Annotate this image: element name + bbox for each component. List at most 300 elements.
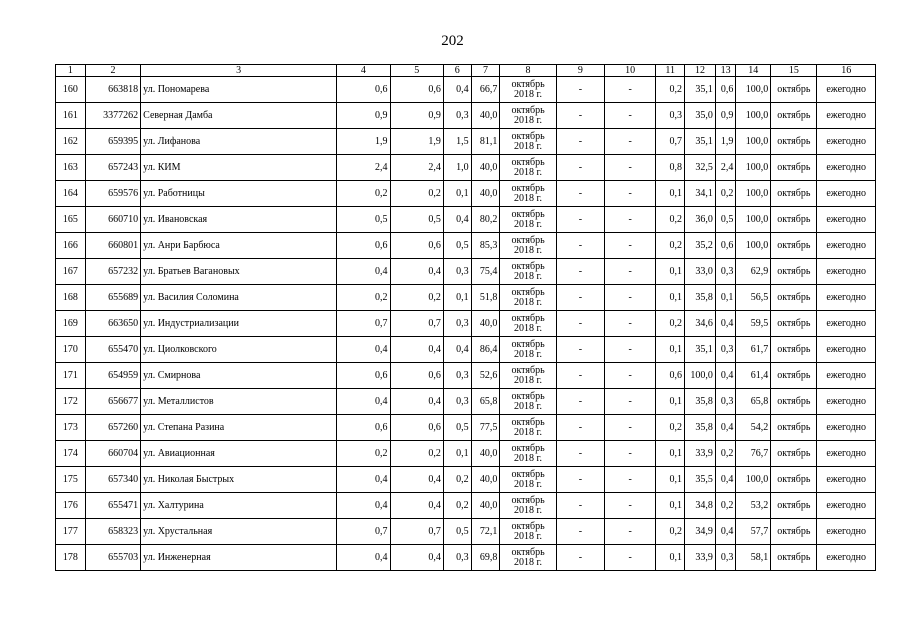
- table-row: [56, 207, 876, 233]
- cell-col4: 0,7: [337, 311, 390, 337]
- cell-street: ул. Лифанова: [141, 129, 337, 155]
- cell-col7: 51,8: [471, 285, 500, 311]
- cell-col14: 54,2: [736, 415, 771, 441]
- cell-col10: -: [605, 77, 656, 103]
- cell-col12: 33,9: [685, 545, 716, 571]
- cell-col11: 0,2: [656, 207, 685, 233]
- table-row: [56, 77, 876, 103]
- cell-col4: 0,4: [337, 337, 390, 363]
- cell-col9: -: [556, 337, 604, 363]
- cell-col5: 1,9: [390, 129, 443, 155]
- cell-date: [500, 441, 556, 467]
- cell-street: ул. Работницы: [141, 181, 337, 207]
- cell-date-year: 2018 г.: [514, 322, 543, 334]
- cell-date-month: октябрь: [511, 208, 545, 220]
- cell-date-year: 2018 г.: [514, 452, 543, 464]
- cell-col16: ежегодно: [817, 155, 876, 181]
- cell-col15: октябрь: [771, 493, 817, 519]
- cell-col14: 76,7: [736, 441, 771, 467]
- cell-col11: 0,1: [656, 389, 685, 415]
- cell-col7: 81,1: [471, 129, 500, 155]
- cell-col5: 0,6: [390, 233, 443, 259]
- cell-col4: 0,4: [337, 259, 390, 285]
- cell-col6: 0,5: [443, 233, 471, 259]
- cell-col4: 0,6: [337, 77, 390, 103]
- cell-col16: ежегодно: [817, 337, 876, 363]
- cell-col15: октябрь: [771, 129, 817, 155]
- cell-col12: 35,8: [685, 389, 716, 415]
- cell-col9: -: [556, 207, 604, 233]
- cell-col5: 0,4: [390, 337, 443, 363]
- cell-col9: -: [556, 441, 604, 467]
- cell-col13: 0,4: [715, 415, 736, 441]
- cell-date-month: октябрь: [511, 520, 545, 532]
- cell-date: [500, 103, 556, 129]
- cell-code: 659576: [85, 181, 140, 207]
- cell-street: ул. Степана Разина: [141, 415, 337, 441]
- cell-col16: ежегодно: [817, 285, 876, 311]
- cell-col4: 0,4: [337, 545, 390, 571]
- cell-col7: 40,0: [471, 103, 500, 129]
- cell-col13: 0,3: [715, 545, 736, 571]
- data-table: [55, 64, 876, 571]
- cell-col9: -: [556, 129, 604, 155]
- cell-col15: октябрь: [771, 155, 817, 181]
- cell-street: ул. Николая Быстрых: [141, 467, 337, 493]
- cell-col7: 80,2: [471, 207, 500, 233]
- cell-col15: октябрь: [771, 363, 817, 389]
- cell-col5: 2,4: [390, 155, 443, 181]
- header-row: [56, 65, 876, 77]
- cell-col13: 0,4: [715, 467, 736, 493]
- cell-col13: 0,6: [715, 77, 736, 103]
- cell-date-year: 2018 г.: [514, 374, 543, 386]
- cell-code: 658323: [85, 519, 140, 545]
- cell-date-year: 2018 г.: [514, 556, 543, 568]
- cell-col6: 0,3: [443, 259, 471, 285]
- cell-code: 660704: [85, 441, 140, 467]
- cell-date-month: октябрь: [511, 416, 545, 428]
- cell-date-year: 2018 г.: [514, 296, 543, 308]
- cell-col9: -: [556, 467, 604, 493]
- cell-street: ул. Халтурина: [141, 493, 337, 519]
- cell-col15: октябрь: [771, 545, 817, 571]
- cell-col15: октябрь: [771, 103, 817, 129]
- cell-date-month: октябрь: [511, 286, 545, 298]
- cell-date-month: октябрь: [511, 182, 545, 194]
- cell-date: [500, 545, 556, 571]
- cell-col15: октябрь: [771, 337, 817, 363]
- cell-col6: 0,5: [443, 519, 471, 545]
- cell-col14: 61,4: [736, 363, 771, 389]
- cell-col4: 0,9: [337, 103, 390, 129]
- cell-col7: 66,7: [471, 77, 500, 103]
- cell-col11: 0,1: [656, 285, 685, 311]
- cell-col14: 57,7: [736, 519, 771, 545]
- table-row: [56, 389, 876, 415]
- cell-col14: 100,0: [736, 129, 771, 155]
- table-row: [56, 103, 876, 129]
- cell-col10: -: [605, 155, 656, 181]
- cell-date-year: 2018 г.: [514, 400, 543, 412]
- cell-street: ул. Циолковского: [141, 337, 337, 363]
- cell-col14: 100,0: [736, 103, 771, 129]
- cell-code: 657340: [85, 467, 140, 493]
- cell-col16: ежегодно: [817, 181, 876, 207]
- cell-date-month: октябрь: [511, 546, 545, 558]
- column-header-10: 10: [605, 65, 656, 77]
- cell-col5: 0,4: [390, 467, 443, 493]
- cell-date-month: октябрь: [511, 442, 545, 454]
- cell-col14: 100,0: [736, 181, 771, 207]
- cell-number: 166: [56, 233, 86, 259]
- cell-street: ул. Пономарева: [141, 77, 337, 103]
- cell-col10: -: [605, 389, 656, 415]
- cell-col11: 0,1: [656, 493, 685, 519]
- cell-date: [500, 233, 556, 259]
- cell-col10: -: [605, 181, 656, 207]
- cell-col14: 100,0: [736, 77, 771, 103]
- cell-date-year: 2018 г.: [514, 140, 543, 152]
- cell-date-year: 2018 г.: [514, 478, 543, 490]
- cell-col5: 0,4: [390, 545, 443, 571]
- cell-code: 663650: [85, 311, 140, 337]
- cell-col10: -: [605, 545, 656, 571]
- cell-col6: 0,3: [443, 103, 471, 129]
- cell-code: 657232: [85, 259, 140, 285]
- cell-code: 657260: [85, 415, 140, 441]
- cell-date-month: октябрь: [511, 156, 545, 168]
- cell-col4: 1,9: [337, 129, 390, 155]
- cell-col13: 0,3: [715, 389, 736, 415]
- cell-number: 163: [56, 155, 86, 181]
- table-row: [56, 493, 876, 519]
- cell-col7: 75,4: [471, 259, 500, 285]
- cell-col16: ежегодно: [817, 207, 876, 233]
- cell-col6: 0,5: [443, 415, 471, 441]
- table-row: [56, 233, 876, 259]
- cell-col10: -: [605, 415, 656, 441]
- column-header-16: 16: [817, 65, 876, 77]
- table-row: [56, 129, 876, 155]
- cell-col15: октябрь: [771, 259, 817, 285]
- cell-col11: 0,1: [656, 545, 685, 571]
- cell-street: Северная Дамба: [141, 103, 337, 129]
- cell-date-year: 2018 г.: [514, 504, 543, 516]
- cell-col5: 0,2: [390, 441, 443, 467]
- cell-col15: октябрь: [771, 285, 817, 311]
- cell-col11: 0,8: [656, 155, 685, 181]
- cell-col9: -: [556, 285, 604, 311]
- column-header-12: 12: [685, 65, 716, 77]
- cell-date-month: октябрь: [511, 338, 545, 350]
- cell-col12: 35,1: [685, 129, 716, 155]
- cell-col11: 0,2: [656, 415, 685, 441]
- cell-col13: 0,5: [715, 207, 736, 233]
- cell-number: 176: [56, 493, 86, 519]
- cell-code: 655703: [85, 545, 140, 571]
- cell-street: ул. КИМ: [141, 155, 337, 181]
- cell-number: 178: [56, 545, 86, 571]
- cell-col12: 32,5: [685, 155, 716, 181]
- cell-col7: 40,0: [471, 467, 500, 493]
- cell-date-year: 2018 г.: [514, 218, 543, 230]
- cell-col11: 0,2: [656, 519, 685, 545]
- cell-date: [500, 493, 556, 519]
- cell-col15: октябрь: [771, 311, 817, 337]
- cell-col4: 0,5: [337, 207, 390, 233]
- column-header-11: 11: [656, 65, 685, 77]
- cell-col4: 0,4: [337, 493, 390, 519]
- cell-col10: -: [605, 207, 656, 233]
- cell-col10: -: [605, 129, 656, 155]
- cell-col14: 56,5: [736, 285, 771, 311]
- cell-number: 175: [56, 467, 86, 493]
- table-row: [56, 415, 876, 441]
- cell-street: ул. Ивановская: [141, 207, 337, 233]
- cell-col7: 77,5: [471, 415, 500, 441]
- cell-col9: -: [556, 233, 604, 259]
- cell-date-month: октябрь: [511, 130, 545, 142]
- cell-col13: 0,4: [715, 519, 736, 545]
- table-row: [56, 181, 876, 207]
- cell-col13: 0,6: [715, 233, 736, 259]
- cell-col7: 65,8: [471, 389, 500, 415]
- table-row: [56, 519, 876, 545]
- column-header-1: 1: [56, 65, 86, 77]
- cell-col10: -: [605, 441, 656, 467]
- cell-col13: 0,9: [715, 103, 736, 129]
- cell-col5: 0,6: [390, 415, 443, 441]
- cell-col16: ежегодно: [817, 233, 876, 259]
- column-header-2: 2: [85, 65, 140, 77]
- cell-col12: 33,0: [685, 259, 716, 285]
- cell-number: 167: [56, 259, 86, 285]
- cell-street: ул. Смирнова: [141, 363, 337, 389]
- cell-col16: ежегодно: [817, 467, 876, 493]
- column-header-9: 9: [556, 65, 604, 77]
- cell-col12: 35,5: [685, 467, 716, 493]
- cell-date: [500, 181, 556, 207]
- cell-col15: октябрь: [771, 415, 817, 441]
- column-header-7: 7: [471, 65, 500, 77]
- cell-col14: 58,1: [736, 545, 771, 571]
- cell-code: 660801: [85, 233, 140, 259]
- cell-street: ул. Авиационная: [141, 441, 337, 467]
- cell-col15: октябрь: [771, 77, 817, 103]
- cell-date: [500, 129, 556, 155]
- cell-date-year: 2018 г.: [514, 530, 543, 542]
- cell-col11: 0,2: [656, 77, 685, 103]
- cell-number: 174: [56, 441, 86, 467]
- cell-col12: 100,0: [685, 363, 716, 389]
- cell-col7: 40,0: [471, 181, 500, 207]
- cell-col15: октябрь: [771, 389, 817, 415]
- cell-number: 177: [56, 519, 86, 545]
- cell-date: [500, 311, 556, 337]
- cell-col4: 0,4: [337, 389, 390, 415]
- cell-col16: ежегодно: [817, 103, 876, 129]
- cell-date-year: 2018 г.: [514, 114, 543, 126]
- cell-col11: 0,7: [656, 129, 685, 155]
- cell-date-year: 2018 г.: [514, 192, 543, 204]
- cell-col6: 0,4: [443, 77, 471, 103]
- cell-col4: 0,6: [337, 233, 390, 259]
- cell-col16: ежегодно: [817, 389, 876, 415]
- cell-date-year: 2018 г.: [514, 426, 543, 438]
- cell-number: 162: [56, 129, 86, 155]
- cell-col5: 0,6: [390, 77, 443, 103]
- cell-col4: 0,2: [337, 285, 390, 311]
- cell-col13: 0,3: [715, 259, 736, 285]
- cell-code: 660710: [85, 207, 140, 233]
- cell-col9: -: [556, 389, 604, 415]
- cell-col12: 35,2: [685, 233, 716, 259]
- cell-col13: 0,2: [715, 181, 736, 207]
- cell-date: [500, 285, 556, 311]
- cell-col9: -: [556, 363, 604, 389]
- cell-date-year: 2018 г.: [514, 270, 543, 282]
- cell-date-month: октябрь: [511, 260, 545, 272]
- table-row: [56, 155, 876, 181]
- cell-col4: 2,4: [337, 155, 390, 181]
- cell-number: 171: [56, 363, 86, 389]
- cell-col12: 34,6: [685, 311, 716, 337]
- cell-col15: октябрь: [771, 467, 817, 493]
- cell-col4: 0,2: [337, 181, 390, 207]
- cell-col11: 0,1: [656, 181, 685, 207]
- cell-col16: ежегодно: [817, 415, 876, 441]
- cell-number: 160: [56, 77, 86, 103]
- cell-col13: 1,9: [715, 129, 736, 155]
- cell-col6: 1,0: [443, 155, 471, 181]
- cell-date: [500, 155, 556, 181]
- column-header-4: 4: [337, 65, 390, 77]
- cell-col15: октябрь: [771, 207, 817, 233]
- cell-date: [500, 519, 556, 545]
- cell-col7: 40,0: [471, 155, 500, 181]
- column-header-8: 8: [500, 65, 556, 77]
- cell-col14: 59,5: [736, 311, 771, 337]
- cell-col6: 0,2: [443, 467, 471, 493]
- cell-col14: 100,0: [736, 467, 771, 493]
- cell-col7: 86,4: [471, 337, 500, 363]
- page-number: 202: [441, 33, 464, 49]
- cell-col10: -: [605, 285, 656, 311]
- table-row: [56, 467, 876, 493]
- cell-col15: октябрь: [771, 181, 817, 207]
- cell-col6: 0,4: [443, 337, 471, 363]
- cell-col11: 0,1: [656, 337, 685, 363]
- cell-col16: ежегодно: [817, 545, 876, 571]
- cell-col10: -: [605, 337, 656, 363]
- cell-col9: -: [556, 415, 604, 441]
- cell-col14: 65,8: [736, 389, 771, 415]
- cell-col4: 0,6: [337, 415, 390, 441]
- cell-date-month: октябрь: [511, 234, 545, 246]
- cell-col9: -: [556, 103, 604, 129]
- cell-number: 165: [56, 207, 86, 233]
- cell-col6: 0,1: [443, 441, 471, 467]
- cell-col11: 0,1: [656, 441, 685, 467]
- cell-col14: 100,0: [736, 233, 771, 259]
- cell-col4: 0,2: [337, 441, 390, 467]
- cell-col16: ежегодно: [817, 519, 876, 545]
- cell-col12: 36,0: [685, 207, 716, 233]
- cell-col12: 35,8: [685, 415, 716, 441]
- cell-street: ул. Хрустальная: [141, 519, 337, 545]
- cell-number: 168: [56, 285, 86, 311]
- column-header-5: 5: [390, 65, 443, 77]
- cell-col4: 0,6: [337, 363, 390, 389]
- cell-col13: 0,2: [715, 441, 736, 467]
- column-header-13: 13: [715, 65, 736, 77]
- cell-col9: -: [556, 181, 604, 207]
- cell-street: ул. Индустриализации: [141, 311, 337, 337]
- cell-col6: 1,5: [443, 129, 471, 155]
- cell-street: ул. Василия Соломина: [141, 285, 337, 311]
- cell-col5: 0,4: [390, 389, 443, 415]
- cell-date-month: октябрь: [511, 468, 545, 480]
- cell-date-year: 2018 г.: [514, 348, 543, 360]
- cell-col15: октябрь: [771, 441, 817, 467]
- cell-col9: -: [556, 311, 604, 337]
- cell-code: 659395: [85, 129, 140, 155]
- cell-code: 663818: [85, 77, 140, 103]
- cell-col14: 100,0: [736, 207, 771, 233]
- cell-code: 654959: [85, 363, 140, 389]
- column-header-3: 3: [141, 65, 337, 77]
- cell-col12: 34,9: [685, 519, 716, 545]
- column-header-6: 6: [443, 65, 471, 77]
- cell-col9: -: [556, 77, 604, 103]
- cell-col16: ежегодно: [817, 441, 876, 467]
- cell-date-month: октябрь: [511, 364, 545, 376]
- table-row: [56, 441, 876, 467]
- cell-col11: 0,2: [656, 233, 685, 259]
- cell-col15: октябрь: [771, 519, 817, 545]
- cell-col14: 100,0: [736, 155, 771, 181]
- cell-col5: 0,9: [390, 103, 443, 129]
- cell-col6: 0,1: [443, 285, 471, 311]
- cell-col10: -: [605, 103, 656, 129]
- cell-number: 164: [56, 181, 86, 207]
- table-row: [56, 285, 876, 311]
- cell-street: ул. Анри Барбюса: [141, 233, 337, 259]
- cell-col5: 0,7: [390, 311, 443, 337]
- cell-col16: ежегодно: [817, 311, 876, 337]
- cell-date-month: октябрь: [511, 390, 545, 402]
- cell-date: [500, 389, 556, 415]
- cell-date-year: 2018 г.: [514, 166, 543, 178]
- cell-date-month: октябрь: [511, 312, 545, 324]
- cell-code: 657243: [85, 155, 140, 181]
- cell-col16: ежегодно: [817, 129, 876, 155]
- cell-col16: ежегодно: [817, 363, 876, 389]
- cell-col6: 0,3: [443, 389, 471, 415]
- cell-col11: 0,1: [656, 467, 685, 493]
- cell-date: [500, 207, 556, 233]
- cell-date-year: 2018 г.: [514, 88, 543, 100]
- cell-col10: -: [605, 363, 656, 389]
- cell-col5: 0,7: [390, 519, 443, 545]
- cell-col5: 0,6: [390, 363, 443, 389]
- cell-col14: 61,7: [736, 337, 771, 363]
- cell-col10: -: [605, 467, 656, 493]
- cell-code: 655470: [85, 337, 140, 363]
- cell-col4: 0,4: [337, 467, 390, 493]
- cell-col13: 0,3: [715, 337, 736, 363]
